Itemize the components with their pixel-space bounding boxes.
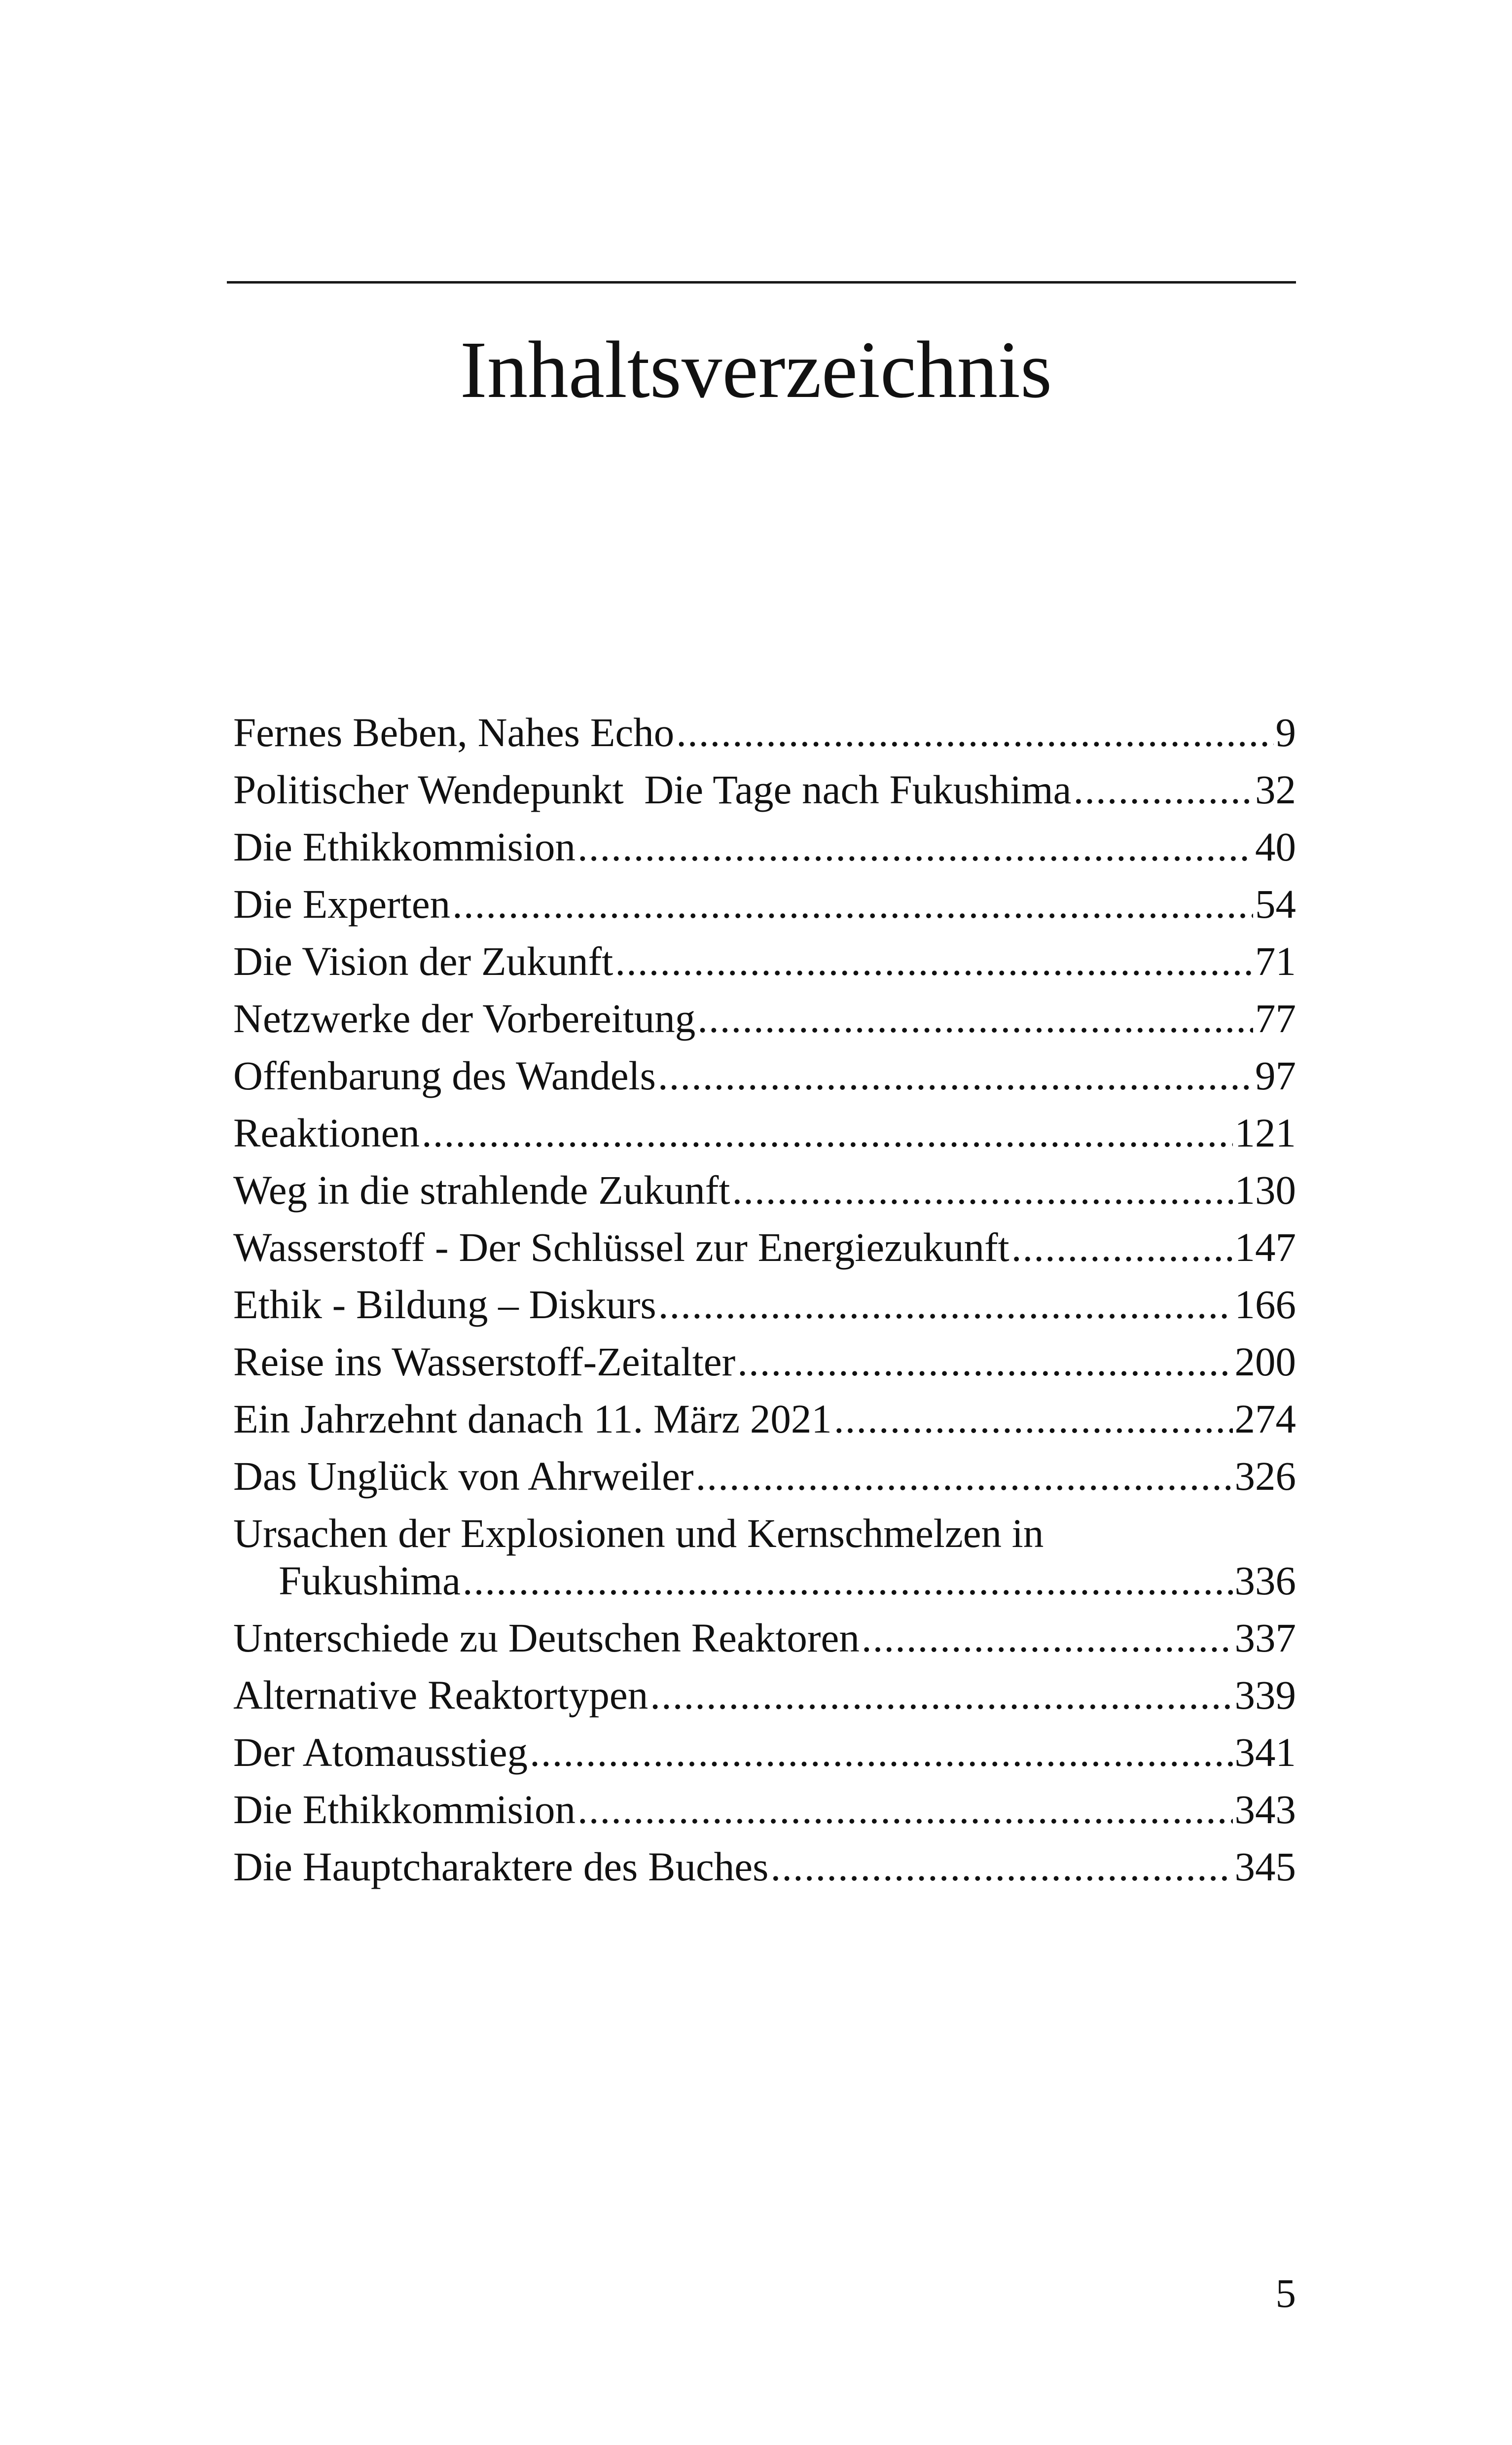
toc-entry[interactable] xyxy=(233,1390,1296,1447)
toc-dot-leader xyxy=(530,1724,1232,1781)
toc-entry-title: Ethik - Bildung – Diskurs xyxy=(233,1282,656,1327)
page-title: Inhaltsverzeichnis xyxy=(460,324,1052,415)
toc-entry-page: 71 xyxy=(1255,938,1296,984)
toc-entry-title-continued: Fukushima xyxy=(279,1558,461,1603)
toc-dot-leader xyxy=(732,1161,1232,1219)
toc-entry-page: 147 xyxy=(1234,1224,1296,1270)
toc-dot-leader xyxy=(658,1276,1233,1333)
toc-entry[interactable] xyxy=(233,1047,1296,1104)
toc-entry-title: Reaktionen xyxy=(233,1110,420,1155)
toc-entry-title: Unterschiede zu Deutschen Reaktoren xyxy=(233,1615,860,1660)
toc-entry-page: 200 xyxy=(1234,1339,1296,1384)
toc-entry[interactable] xyxy=(233,1505,1296,1609)
toc-dot-leader xyxy=(834,1390,1233,1447)
toc-entry-title: Offenbarung des Wandels xyxy=(233,1053,656,1098)
toc-entry[interactable] xyxy=(233,933,1296,990)
toc-entry-continuation xyxy=(233,1557,1296,1604)
toc-entry-title: Politischer Wendepunkt Die Tage nach Fukushima xyxy=(233,767,1072,812)
toc-dot-leader xyxy=(737,1333,1232,1390)
toc-entry-title: Die Ethikkommision xyxy=(233,824,576,869)
toc-entry-title: Weg in die strahlende Zukunft xyxy=(233,1167,730,1213)
page-number: 5 xyxy=(1275,2270,1296,2316)
toc-entry[interactable] xyxy=(233,704,1296,761)
toc-dot-leader xyxy=(658,1047,1253,1104)
toc-dot-leader xyxy=(577,818,1253,875)
toc-entry-page: 343 xyxy=(1234,1787,1296,1832)
toc-entry-title: Die Ethikkommision xyxy=(233,1787,576,1832)
toc-entry-title: Der Atomausstieg xyxy=(233,1729,528,1775)
table-of-contents xyxy=(233,704,1296,1895)
toc-entry[interactable] xyxy=(233,1219,1296,1276)
toc-entry[interactable] xyxy=(233,761,1296,818)
toc-dot-leader xyxy=(697,990,1253,1047)
toc-entry-page: 54 xyxy=(1255,881,1296,927)
toc-entry-title: Die Vision der Zukunft xyxy=(233,938,613,984)
toc-entry[interactable] xyxy=(233,1333,1296,1390)
toc-entry[interactable] xyxy=(233,1104,1296,1161)
header-rule xyxy=(227,281,1296,284)
toc-entry-page: 326 xyxy=(1234,1453,1296,1499)
toc-entry-title: Die Hauptcharaktere des Buches xyxy=(233,1844,769,1889)
toc-entry-page: 339 xyxy=(1234,1672,1296,1718)
toc-entry-title: Fernes Beben, Nahes Echo xyxy=(233,710,675,755)
toc-dot-leader xyxy=(615,933,1253,990)
toc-entry-page: 341 xyxy=(1234,1729,1296,1775)
toc-entry-page: 121 xyxy=(1234,1110,1296,1155)
toc-entry[interactable] xyxy=(233,1609,1296,1666)
toc-entry-title: Alternative Reaktortypen xyxy=(233,1672,648,1718)
toc-entry[interactable] xyxy=(233,1838,1296,1895)
toc-dot-leader xyxy=(577,1781,1233,1838)
toc-entry-page: 130 xyxy=(1234,1167,1296,1213)
toc-entry-page: 336 xyxy=(1234,1558,1296,1603)
toc-entry[interactable] xyxy=(233,1724,1296,1781)
toc-dot-leader xyxy=(770,1838,1232,1895)
toc-entry[interactable] xyxy=(233,1447,1296,1505)
toc-dot-leader xyxy=(1073,761,1253,818)
toc-entry-page: 274 xyxy=(1234,1396,1296,1441)
toc-dot-leader xyxy=(696,1447,1233,1505)
toc-entry-title: Wasserstoff - Der Schlüssel zur Energiezukunft xyxy=(233,1224,1009,1270)
toc-entry[interactable] xyxy=(233,875,1296,933)
toc-entry[interactable] xyxy=(233,1161,1296,1219)
toc-entry[interactable] xyxy=(233,990,1296,1047)
toc-entry[interactable] xyxy=(233,818,1296,875)
toc-entry-title: Reise ins Wasserstoff-Zeitalter xyxy=(233,1339,736,1384)
toc-dot-leader xyxy=(862,1609,1233,1666)
toc-entry[interactable] xyxy=(233,1781,1296,1838)
toc-dot-leader xyxy=(452,875,1253,933)
toc-dot-leader xyxy=(1011,1219,1233,1276)
toc-entry-page: 9 xyxy=(1275,710,1296,755)
toc-dot-leader xyxy=(422,1104,1233,1161)
toc-entry-title: Ein Jahrzehnt danach 11. März 2021 xyxy=(233,1396,832,1441)
toc-entry-page: 345 xyxy=(1234,1844,1296,1889)
toc-entry-title: Das Unglück von Ahrweiler xyxy=(233,1453,694,1499)
toc-dot-leader xyxy=(650,1666,1232,1724)
toc-entry-page: 32 xyxy=(1255,767,1296,812)
toc-entry-page: 166 xyxy=(1234,1282,1296,1327)
toc-entry-page: 77 xyxy=(1255,996,1296,1041)
toc-entry-title: Netzwerke der Vorbereitung xyxy=(233,996,696,1041)
toc-dot-leader xyxy=(676,704,1273,761)
toc-entry-page: 97 xyxy=(1255,1053,1296,1098)
toc-entry-title: Ursachen der Explosionen und Kernschmelzen in xyxy=(233,1510,1044,1556)
toc-entry[interactable] xyxy=(233,1666,1296,1724)
toc-entry-title: Die Experten xyxy=(233,881,451,927)
toc-dot-leader xyxy=(463,1557,1233,1604)
toc-entry[interactable] xyxy=(233,1276,1296,1333)
toc-entry-page: 337 xyxy=(1234,1615,1296,1660)
toc-entry-page: 40 xyxy=(1255,824,1296,869)
